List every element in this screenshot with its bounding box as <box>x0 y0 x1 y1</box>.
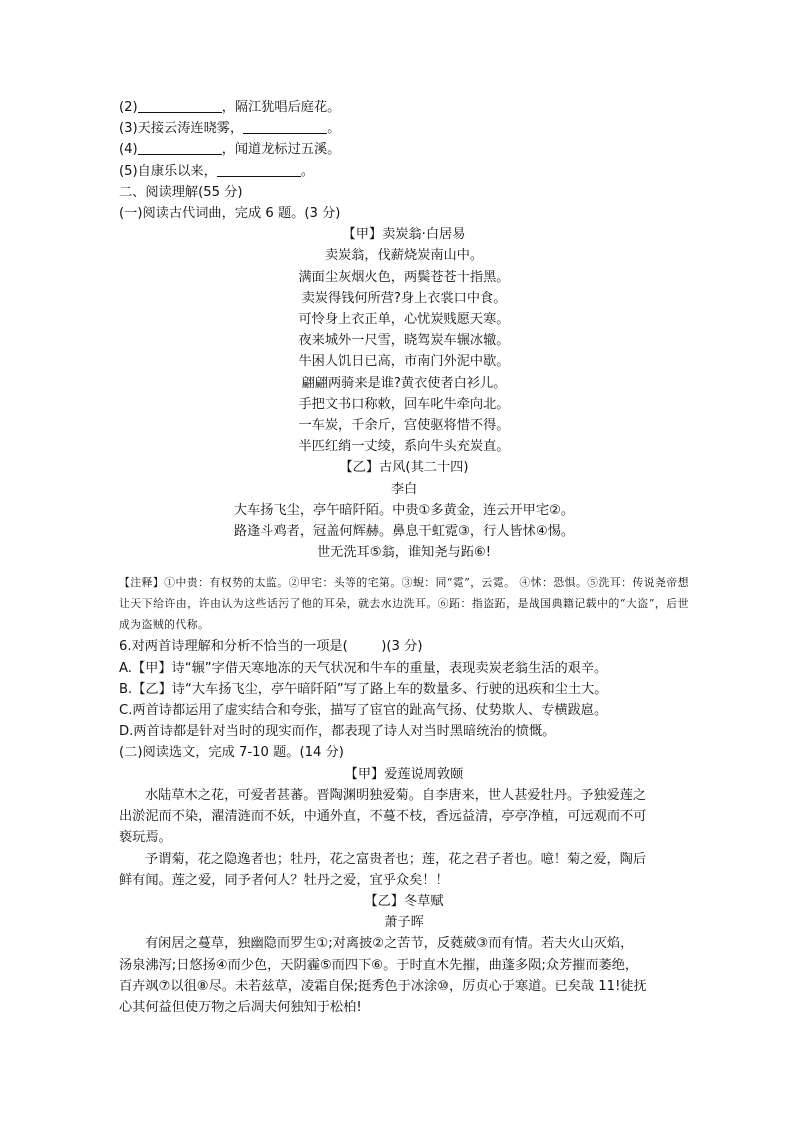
poem-a-line: 牛困人饥日已高，市南门外泥中歇。 <box>298 354 510 370</box>
question-6-option-b: B.【乙】诗“大车扬飞尘，亭午暗阡陌”写了路上车的数量多、行驶的迅疾和尘土大。 <box>119 681 608 697</box>
text-a-line: 水陆草木之花，可爱者甚蕃。晋陶渊明独爱菊。自李唐来，世人甚爱牡丹。予独爱莲之 <box>145 787 647 803</box>
poem-b-title: 【乙】古风(其二十四) <box>339 460 469 476</box>
text-a-line: 予谓菊，花之隐逸者也；牡丹，花之富贵者也；莲，花之君子者也。噫！菊之爱，陶后 <box>145 851 647 867</box>
text-a-line: 鲜有闻。莲之爱，同予者何人？牡丹之爱，宜乎众矣！！ <box>119 872 449 888</box>
text-b-line: 有闲居之蔓草，独幽隐而罗生①;对离披②之苦节，反蕤葳③而有情。若夫火山灭焰， <box>145 936 634 952</box>
q2-text: ，隔江犹唱后庭花。 <box>221 100 341 115</box>
q4-answer-blank[interactable] <box>138 141 222 155</box>
poem-a-line: 手把文书口称敕，回车叱牛牵向北。 <box>298 396 510 412</box>
part2-intro: (二)阅读选文，完成 7-10 题。(14 分) <box>119 745 344 761</box>
question-6-option-a: A.【甲】诗“辗”字借天寒地冻的天气状况和牛车的重量，表现卖炭老翁生活的艰辛。 <box>119 660 608 676</box>
text-b-author: 萧子晖 <box>384 915 424 931</box>
q5-text: (5)自康乐以来， <box>119 163 217 179</box>
poem-b-author: 李白 <box>390 481 418 497</box>
q2-prefix: (2) <box>119 100 138 115</box>
poem-a-line: 满面尘灰烟火色，两鬓苍苍十指黑。 <box>298 269 510 285</box>
text-a-line: 亵玩焉。 <box>119 830 172 846</box>
part1-intro: (一)阅读古代词曲，完成 6 题。(3 分) <box>119 206 341 222</box>
q3-answer-blank[interactable] <box>243 120 327 134</box>
text-a-line: 出淤泥而不染，濯清涟而不妖，中通外直，不蔓不枝，香远益清，亭亭净植，可远观而不可 <box>119 809 647 825</box>
text-b-line: 汤泉沸泻;日悠扬④而少色，天阴霾⑤而四下⑥。于时直木先摧，曲蓬多陨;众芳摧而萎绝， <box>119 957 639 973</box>
document-content <box>119 97 689 1018</box>
question-6-option-d: D.两首诗都是针对当时的现实而作，都表现了诗人对当时黑暗统治的愤慨。 <box>119 724 556 740</box>
q3-suffix: 。 <box>327 121 341 137</box>
q5-suffix: 。 <box>300 163 314 179</box>
poem-a-title: 【甲】卖炭翁·白居易 <box>342 227 466 243</box>
poem-a-line: 可怜身上衣正单，心忧炭贱愿天寒。 <box>298 312 510 328</box>
question-6-option-c: C.两首诗都运用了虚实结合和夸张，描写了宦官的趾高气扬、仗势欺人、专横跋扈。 <box>119 703 608 719</box>
poem-a-line: 翩翩两骑来是谁?黄衣使者白衫儿。 <box>301 375 507 391</box>
fill-in-q5 <box>119 161 689 182</box>
poem-a-line: 卖炭翁，伐薪烧炭南山中。 <box>324 248 484 264</box>
fill-in-q2 <box>119 97 689 118</box>
q5-answer-blank[interactable] <box>217 163 301 177</box>
poem-b-line: 路逢斗鸡者，冠盖何辉赫。鼻息干虹霓③，行人皆怵④惕。 <box>233 524 575 540</box>
q4-text: ，闻道龙标过五溪。 <box>221 142 341 158</box>
fill-in-q3 <box>119 118 689 139</box>
question-6-stem: 6.对两首诗理解和分析不恰当的一项是( )(3 分) <box>119 639 423 655</box>
poem-a-line: 夜来城外一尺雪，晓驾炭车辗冰辙。 <box>298 333 510 349</box>
text-a-title: 【甲】爱莲说周敦颐 <box>344 766 464 782</box>
text-b-title: 【乙】冬草赋 <box>364 893 444 909</box>
poem-notes: 【注释】①中贵：有权势的太监。②甲宅：头等的宅第。③蜺：同“霓”，云霓。 ④怵：恐惧。⑤洗耳：传说尧帝想让天下给许由，许由认为这些话污了他的耳朵，就去水边洗耳。⑥跖：指盗跖，是战国典籍记载中的“大盗”，后世成为盗贼的代称。 <box>119 576 689 632</box>
q2-answer-blank[interactable] <box>138 99 222 113</box>
poem-b-line: 大车扬飞尘，亭午暗阡陌。中贵①多黄金，连云开甲宅②。 <box>233 502 575 518</box>
text-b-line: 心其何益但使万物之后凋夫何独知于松柏! <box>119 999 362 1015</box>
text-b-line: 百卉飒⑦以徂⑧尽。未若兹草，凌霜自保;挺秀色于冰涂⑩，厉贞心于寒道。已矣哉 11!徒抚 <box>119 978 647 994</box>
poem-a-line: 卖炭得钱何所营?身上衣裳口中食。 <box>301 290 507 306</box>
section-title: 二、阅读理解(55 分) <box>119 184 243 200</box>
q3-text: (3)天接云涛连晓雾， <box>119 121 244 137</box>
poem-a-line: 半匹红绡一丈绫，系向牛头充炭直。 <box>298 439 510 455</box>
fill-in-q4 <box>119 139 689 160</box>
poem-a-line: 一车炭，千余斤，宫使驱将惜不得。 <box>298 418 510 434</box>
q4-prefix: (4) <box>119 142 138 158</box>
poem-b-line: 世无洗耳⑤翁，谁知尧与跖⑥! <box>317 545 491 561</box>
